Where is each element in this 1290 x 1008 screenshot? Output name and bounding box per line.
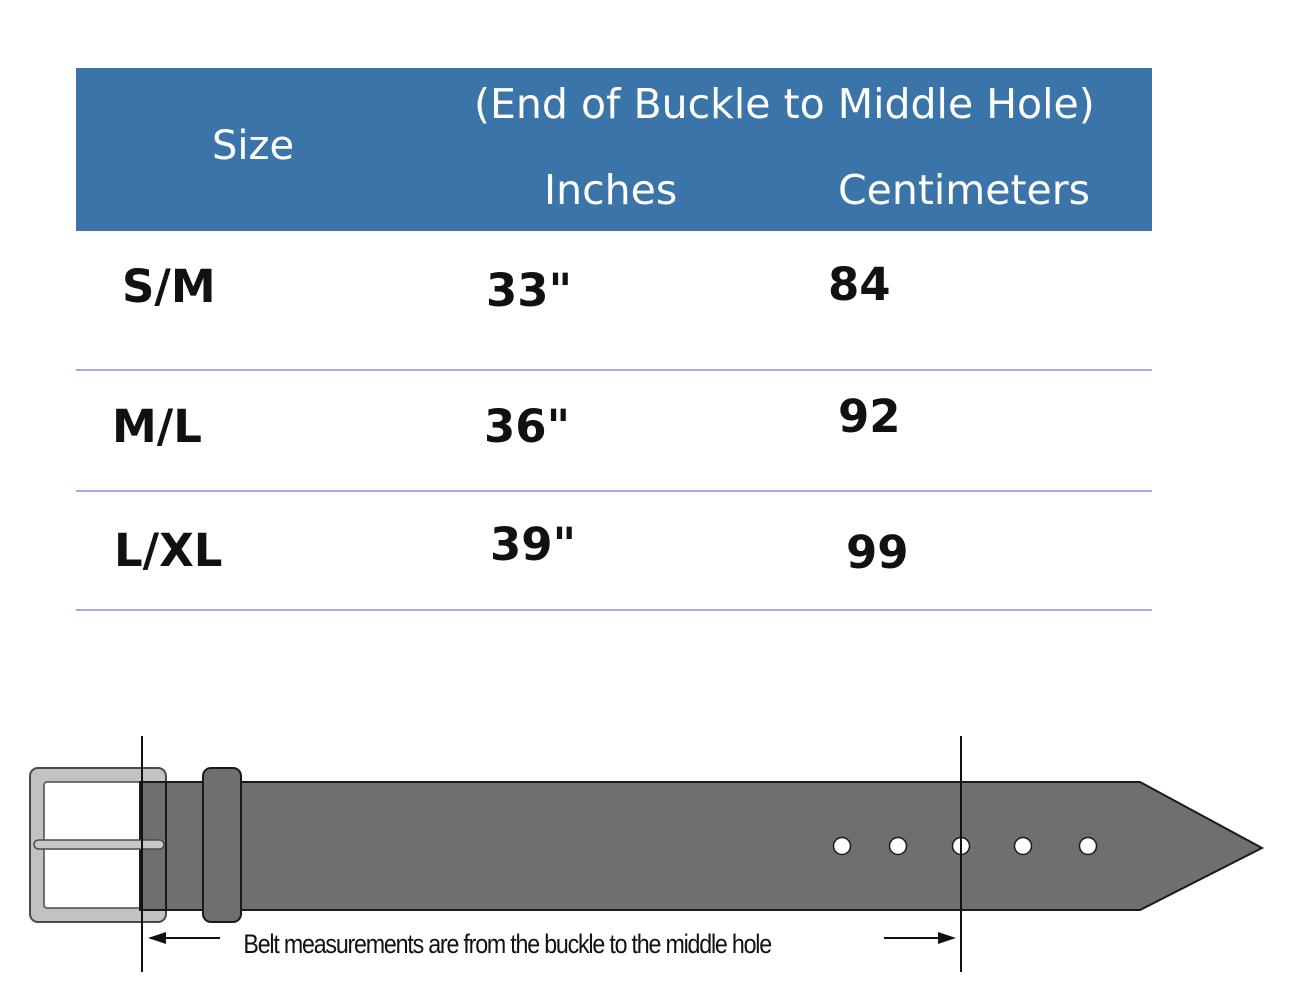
measurement-note: Belt measurements are from the buckle to the middle hole [243,929,771,959]
belt-keeper [203,768,241,922]
row-size-cell: L/XL [114,524,223,577]
row-size-cell: S/M [122,260,216,313]
belt-hole [890,838,907,855]
row-inches-cell: 39" [490,518,577,571]
belt-hole [1080,838,1097,855]
row-divider [76,490,1152,492]
row-inches-cell: 36" [484,400,571,453]
row-centimeters-cell: 99 [846,526,909,579]
buckle-prong [34,840,164,849]
row-divider [76,609,1152,611]
row-size-cell: M/L [112,400,202,453]
belt-hole [834,838,851,855]
row-centimeters-cell: 84 [828,258,891,311]
size-column-header: Size [212,123,295,169]
inches-column-header: Inches [544,166,678,214]
belt-hole [1015,838,1032,855]
row-centimeters-cell: 92 [838,390,901,443]
row-divider [76,369,1152,371]
measurement-caption-header: (End of Buckle to Middle Hole) [474,80,1095,128]
centimeters-column-header: Centimeters [838,166,1090,214]
row-inches-cell: 33" [486,264,573,317]
